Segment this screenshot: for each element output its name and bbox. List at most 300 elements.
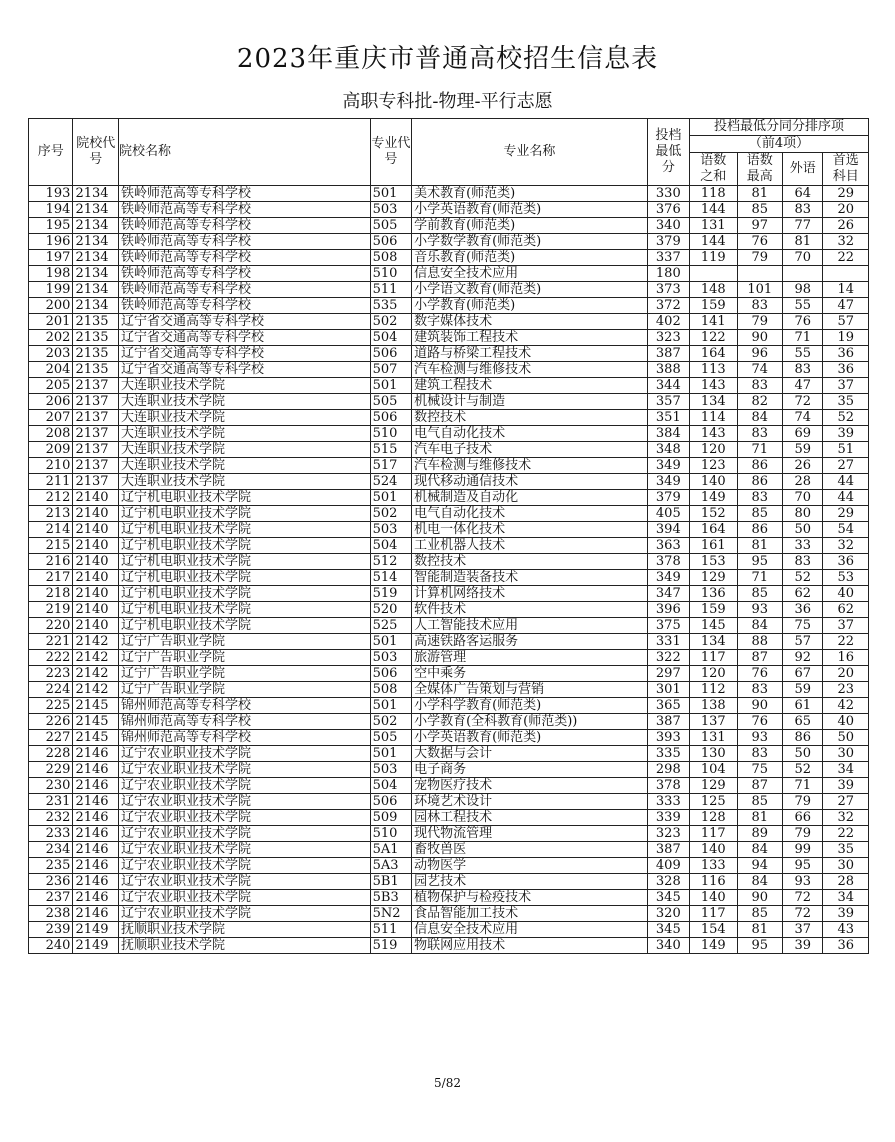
- cell-seq: 234: [29, 842, 73, 858]
- cell-first-subject: 40: [823, 714, 869, 730]
- cell-major-name: 小学数学教育(师范类): [412, 234, 648, 250]
- cell-school-name: 辽宁农业职业技术学院: [118, 778, 370, 794]
- cell-school-name: 辽宁机电职业技术学院: [118, 522, 370, 538]
- cell-yushu-max: 83: [737, 682, 782, 698]
- cell-seq: 213: [29, 506, 73, 522]
- cell-foreign: 92: [783, 650, 823, 666]
- cell-min-score: 323: [647, 330, 689, 346]
- cell-min-score: 347: [647, 586, 689, 602]
- cell-major-code: 507: [370, 362, 411, 378]
- cell-min-score: 379: [647, 234, 689, 250]
- page-subtitle: 高职专科批-物理-平行志愿: [342, 91, 553, 112]
- cell-foreign: 69: [783, 426, 823, 442]
- table-row: [29, 634, 869, 650]
- table-row: [29, 298, 869, 314]
- cell-min-score: 378: [647, 778, 689, 794]
- cell-yushu-max: 85: [737, 586, 782, 602]
- cell-first-subject: 52: [823, 410, 869, 426]
- cell-yushu-max: 95: [737, 554, 782, 570]
- cell-first-subject: 50: [823, 730, 869, 746]
- cell-major-name: 道路与桥梁工程技术: [412, 346, 648, 362]
- cell-yushu-sum: 130: [690, 746, 738, 762]
- cell-yushu-max: 96: [737, 346, 782, 362]
- cell-yushu-sum: 117: [690, 826, 738, 842]
- cell-school-code: 2140: [73, 506, 118, 522]
- cell-seq: 196: [29, 234, 73, 250]
- cell-school-name: 辽宁机电职业技术学院: [118, 586, 370, 602]
- cell-major-code: 520: [370, 602, 411, 618]
- cell-school-name: 辽宁农业职业技术学院: [118, 842, 370, 858]
- cell-major-name: 小学英语教育(师范类): [412, 202, 648, 218]
- cell-min-score: 376: [647, 202, 689, 218]
- cell-yushu-sum: 120: [690, 666, 738, 682]
- table-row: [29, 602, 869, 618]
- cell-seq: 212: [29, 490, 73, 506]
- table-row: [29, 714, 869, 730]
- table-row: [29, 794, 869, 810]
- cell-min-score: 330: [647, 186, 689, 202]
- cell-yushu-max: 83: [737, 298, 782, 314]
- cell-foreign: 28: [783, 474, 823, 490]
- cell-school-name: 辽宁农业职业技术学院: [118, 794, 370, 810]
- cell-yushu-max: 101: [737, 282, 782, 298]
- cell-first-subject: 30: [823, 746, 869, 762]
- cell-min-score: 331: [647, 634, 689, 650]
- cell-seq: 194: [29, 202, 73, 218]
- cell-school-name: 辽宁农业职业技术学院: [118, 762, 370, 778]
- cell-major-code: 504: [370, 330, 411, 346]
- cell-min-score: 297: [647, 666, 689, 682]
- cell-yushu-max: 76: [737, 234, 782, 250]
- cell-major-name: 音乐教育(师范类): [412, 250, 648, 266]
- cell-min-score: 378: [647, 554, 689, 570]
- cell-major-code: 506: [370, 666, 411, 682]
- cell-school-code: 2146: [73, 842, 118, 858]
- cell-major-code: 506: [370, 234, 411, 250]
- cell-school-name: 抚顺职业技术学院: [118, 938, 370, 954]
- cell-seq: 235: [29, 858, 73, 874]
- cell-school-name: 辽宁农业职业技术学院: [118, 810, 370, 826]
- cell-yushu-max: 75: [737, 762, 782, 778]
- cell-school-name: 大连职业技术学院: [118, 458, 370, 474]
- cell-school-name: 辽宁机电职业技术学院: [118, 554, 370, 570]
- admission-table: [28, 118, 869, 954]
- cell-first-subject: 23: [823, 682, 869, 698]
- cell-major-name: 数控技术: [412, 554, 648, 570]
- cell-school-name: 铁岭师范高等专科学校: [118, 202, 370, 218]
- cell-seq: 209: [29, 442, 73, 458]
- cell-major-name: 智能制造装备技术: [412, 570, 648, 586]
- cell-first-subject: 37: [823, 378, 869, 394]
- cell-seq: 215: [29, 538, 73, 554]
- page-title: 2023年重庆市普通高校招生信息表: [236, 44, 659, 74]
- cell-first-subject: 53: [823, 570, 869, 586]
- cell-yushu-max: 87: [737, 778, 782, 794]
- cell-min-score: 340: [647, 218, 689, 234]
- cell-first-subject: 54: [823, 522, 869, 538]
- cell-foreign: 50: [783, 746, 823, 762]
- cell-foreign: 57: [783, 634, 823, 650]
- cell-seq: 224: [29, 682, 73, 698]
- cell-yushu-max: 81: [737, 810, 782, 826]
- cell-major-code: 517: [370, 458, 411, 474]
- cell-seq: 220: [29, 618, 73, 634]
- cell-school-name: 辽宁广告职业学院: [118, 682, 370, 698]
- cell-school-name: 大连职业技术学院: [118, 410, 370, 426]
- table-row: [29, 730, 869, 746]
- cell-yushu-sum: 129: [690, 778, 738, 794]
- cell-foreign: 26: [783, 458, 823, 474]
- cell-first-subject: 29: [823, 186, 869, 202]
- cell-school-code: 2140: [73, 570, 118, 586]
- cell-major-name: 园艺技术: [412, 874, 648, 890]
- table-row: [29, 650, 869, 666]
- header-min-score: 投档最低分: [647, 119, 689, 186]
- cell-major-code: 510: [370, 266, 411, 282]
- cell-major-name: 电子商务: [412, 762, 648, 778]
- table-row: [29, 314, 869, 330]
- cell-yushu-sum: 143: [690, 378, 738, 394]
- cell-school-name: 铁岭师范高等专科学校: [118, 234, 370, 250]
- cell-first-subject: 27: [823, 794, 869, 810]
- cell-yushu-max: 86: [737, 474, 782, 490]
- cell-first-subject: 39: [823, 906, 869, 922]
- cell-major-name: 机械设计与制造: [412, 394, 648, 410]
- cell-min-score: 349: [647, 474, 689, 490]
- cell-foreign: 70: [783, 490, 823, 506]
- cell-major-name: 电气自动化技术: [412, 426, 648, 442]
- cell-school-code: 2134: [73, 282, 118, 298]
- cell-school-code: 2134: [73, 218, 118, 234]
- cell-yushu-sum: 136: [690, 586, 738, 602]
- cell-min-score: 349: [647, 570, 689, 586]
- cell-major-code: 515: [370, 442, 411, 458]
- cell-school-code: 2145: [73, 730, 118, 746]
- cell-min-score: 387: [647, 346, 689, 362]
- cell-school-code: 2137: [73, 410, 118, 426]
- cell-yushu-sum: 145: [690, 618, 738, 634]
- cell-first-subject: 26: [823, 218, 869, 234]
- cell-school-name: 大连职业技术学院: [118, 378, 370, 394]
- cell-yushu-sum: 120: [690, 442, 738, 458]
- cell-school-name: 大连职业技术学院: [118, 426, 370, 442]
- cell-seq: 203: [29, 346, 73, 362]
- cell-school-name: 大连职业技术学院: [118, 394, 370, 410]
- table-row: [29, 266, 869, 282]
- cell-school-code: 2149: [73, 922, 118, 938]
- header-first-subject: 首选科目: [823, 153, 869, 186]
- cell-school-code: 2140: [73, 554, 118, 570]
- table-row: [29, 778, 869, 794]
- cell-first-subject: 14: [823, 282, 869, 298]
- cell-school-code: 2146: [73, 890, 118, 906]
- cell-major-code: 501: [370, 746, 411, 762]
- cell-major-name: 计算机网络技术: [412, 586, 648, 602]
- cell-school-name: 辽宁广告职业学院: [118, 666, 370, 682]
- cell-major-name: 物联网应用技术: [412, 938, 648, 954]
- cell-yushu-max: 79: [737, 314, 782, 330]
- cell-foreign: 86: [783, 730, 823, 746]
- cell-first-subject: 20: [823, 666, 869, 682]
- cell-major-name: 小学教育(师范类): [412, 298, 648, 314]
- cell-major-name: 现代移动通信技术: [412, 474, 648, 490]
- cell-foreign: 66: [783, 810, 823, 826]
- cell-school-code: 2142: [73, 666, 118, 682]
- cell-seq: 202: [29, 330, 73, 346]
- cell-school-name: 抚顺职业技术学院: [118, 922, 370, 938]
- cell-seq: 222: [29, 650, 73, 666]
- cell-foreign: 59: [783, 682, 823, 698]
- cell-school-name: 辽宁农业职业技术学院: [118, 746, 370, 762]
- cell-min-score: 340: [647, 938, 689, 954]
- cell-seq: 195: [29, 218, 73, 234]
- cell-foreign: 39: [783, 938, 823, 954]
- cell-yushu-sum: 153: [690, 554, 738, 570]
- cell-major-code: 511: [370, 922, 411, 938]
- table-row: [29, 186, 869, 202]
- cell-first-subject: 22: [823, 250, 869, 266]
- cell-yushu-max: 84: [737, 618, 782, 634]
- cell-foreign: 52: [783, 570, 823, 586]
- cell-school-name: 锦州师范高等专科学校: [118, 698, 370, 714]
- cell-school-code: 2134: [73, 266, 118, 282]
- cell-yushu-sum: 138: [690, 698, 738, 714]
- cell-seq: 214: [29, 522, 73, 538]
- cell-yushu-sum: 117: [690, 906, 738, 922]
- cell-seq: 230: [29, 778, 73, 794]
- cell-major-code: 510: [370, 426, 411, 442]
- cell-seq: 233: [29, 826, 73, 842]
- cell-min-score: 402: [647, 314, 689, 330]
- cell-seq: 229: [29, 762, 73, 778]
- table-body: [29, 186, 869, 954]
- cell-yushu-max: 82: [737, 394, 782, 410]
- cell-school-name: 辽宁省交通高等专科学校: [118, 330, 370, 346]
- cell-major-name: 小学科学教育(师范类): [412, 698, 648, 714]
- cell-first-subject: 44: [823, 490, 869, 506]
- cell-first-subject: 36: [823, 554, 869, 570]
- cell-school-code: 2140: [73, 538, 118, 554]
- cell-major-name: 植物保护与检疫技术: [412, 890, 648, 906]
- header-major-name: 专业名称: [412, 119, 648, 186]
- table-row: [29, 922, 869, 938]
- cell-foreign: 61: [783, 698, 823, 714]
- cell-major-name: 信息安全技术应用: [412, 266, 648, 282]
- cell-first-subject: 36: [823, 938, 869, 954]
- cell-school-name: 辽宁广告职业学院: [118, 634, 370, 650]
- cell-yushu-max: 79: [737, 250, 782, 266]
- table-row: [29, 874, 869, 890]
- cell-school-code: 2146: [73, 826, 118, 842]
- cell-first-subject: 39: [823, 426, 869, 442]
- cell-min-score: 333: [647, 794, 689, 810]
- cell-yushu-sum: 134: [690, 634, 738, 650]
- cell-min-score: 373: [647, 282, 689, 298]
- cell-foreign: 70: [783, 250, 823, 266]
- cell-major-code: 5B3: [370, 890, 411, 906]
- cell-seq: 201: [29, 314, 73, 330]
- cell-school-name: 辽宁省交通高等专科学校: [118, 346, 370, 362]
- cell-yushu-sum: 123: [690, 458, 738, 474]
- cell-yushu-max: 85: [737, 506, 782, 522]
- cell-school-code: 2140: [73, 490, 118, 506]
- cell-seq: 240: [29, 938, 73, 954]
- cell-yushu-sum: 114: [690, 410, 738, 426]
- cell-yushu-max: 90: [737, 890, 782, 906]
- cell-yushu-max: 89: [737, 826, 782, 842]
- cell-major-name: 小学教育(全科教育(师范类)): [412, 714, 648, 730]
- cell-yushu-sum: 140: [690, 842, 738, 858]
- cell-school-code: 2135: [73, 330, 118, 346]
- cell-first-subject: 16: [823, 650, 869, 666]
- cell-first-subject: 62: [823, 602, 869, 618]
- cell-major-code: 502: [370, 714, 411, 730]
- cell-yushu-max: 76: [737, 666, 782, 682]
- cell-seq: 219: [29, 602, 73, 618]
- table-row: [29, 810, 869, 826]
- cell-foreign: 79: [783, 794, 823, 810]
- cell-yushu-max: 83: [737, 378, 782, 394]
- cell-foreign: 50: [783, 522, 823, 538]
- cell-yushu-sum: 112: [690, 682, 738, 698]
- cell-school-code: 2140: [73, 602, 118, 618]
- header-tiebreak-sub: （前4项）: [690, 136, 869, 153]
- cell-first-subject: 40: [823, 586, 869, 602]
- cell-school-code: 2146: [73, 874, 118, 890]
- cell-foreign: 71: [783, 778, 823, 794]
- header-tiebreak-group: 投档最低分同分排序项: [690, 119, 869, 136]
- cell-seq: 238: [29, 906, 73, 922]
- cell-yushu-sum: 140: [690, 474, 738, 490]
- table-row: [29, 842, 869, 858]
- cell-first-subject: 19: [823, 330, 869, 346]
- cell-min-score: 351: [647, 410, 689, 426]
- cell-yushu-sum: 159: [690, 298, 738, 314]
- cell-yushu-sum: 149: [690, 490, 738, 506]
- cell-school-code: 2142: [73, 650, 118, 666]
- cell-major-code: 504: [370, 778, 411, 794]
- cell-major-name: 小学英语教育(师范类): [412, 730, 648, 746]
- cell-school-code: 2134: [73, 250, 118, 266]
- header-foreign: 外语: [783, 153, 823, 186]
- cell-yushu-sum: 113: [690, 362, 738, 378]
- cell-school-code: 2134: [73, 202, 118, 218]
- cell-seq: 237: [29, 890, 73, 906]
- cell-seq: 231: [29, 794, 73, 810]
- cell-school-name: 辽宁机电职业技术学院: [118, 490, 370, 506]
- cell-yushu-max: 85: [737, 202, 782, 218]
- table-row: [29, 346, 869, 362]
- table-row: [29, 250, 869, 266]
- cell-yushu-max: 83: [737, 426, 782, 442]
- cell-school-name: 铁岭师范高等专科学校: [118, 298, 370, 314]
- cell-school-code: 2137: [73, 378, 118, 394]
- cell-major-name: 现代物流管理: [412, 826, 648, 842]
- cell-seq: 232: [29, 810, 73, 826]
- cell-min-score: 328: [647, 874, 689, 890]
- cell-foreign: 64: [783, 186, 823, 202]
- cell-major-name: 建筑工程技术: [412, 378, 648, 394]
- cell-school-name: 辽宁机电职业技术学院: [118, 570, 370, 586]
- cell-first-subject: 20: [823, 202, 869, 218]
- cell-school-code: 2137: [73, 458, 118, 474]
- table-row: [29, 890, 869, 906]
- table-row: [29, 762, 869, 778]
- cell-first-subject: 22: [823, 634, 869, 650]
- cell-first-subject: 34: [823, 762, 869, 778]
- table-row: [29, 394, 869, 410]
- cell-min-score: 322: [647, 650, 689, 666]
- cell-school-name: 辽宁广告职业学院: [118, 650, 370, 666]
- cell-yushu-sum: 164: [690, 522, 738, 538]
- cell-major-code: 519: [370, 586, 411, 602]
- table-row: [29, 570, 869, 586]
- cell-major-name: 数字媒体技术: [412, 314, 648, 330]
- cell-major-code: 503: [370, 522, 411, 538]
- cell-yushu-sum: 144: [690, 202, 738, 218]
- cell-major-code: 505: [370, 394, 411, 410]
- cell-school-code: 2135: [73, 314, 118, 330]
- cell-school-code: 2146: [73, 906, 118, 922]
- cell-foreign: 62: [783, 586, 823, 602]
- cell-foreign: 59: [783, 442, 823, 458]
- cell-major-code: 506: [370, 794, 411, 810]
- cell-major-name: 大数据与会计: [412, 746, 648, 762]
- cell-yushu-max: 74: [737, 362, 782, 378]
- cell-yushu-sum: 131: [690, 730, 738, 746]
- cell-min-score: 387: [647, 714, 689, 730]
- cell-school-code: 2134: [73, 234, 118, 250]
- header-school-name: 院校名称: [118, 119, 370, 186]
- cell-yushu-max: 85: [737, 794, 782, 810]
- header-yushu-sum: 语数之和: [690, 153, 738, 186]
- cell-school-name: 铁岭师范高等专科学校: [118, 186, 370, 202]
- cell-yushu-sum: 134: [690, 394, 738, 410]
- cell-foreign: 76: [783, 314, 823, 330]
- table-row: [29, 442, 869, 458]
- cell-foreign: [783, 266, 823, 282]
- cell-yushu-max: 84: [737, 874, 782, 890]
- cell-first-subject: 32: [823, 538, 869, 554]
- table-row: [29, 410, 869, 426]
- cell-foreign: 81: [783, 234, 823, 250]
- cell-school-code: 2137: [73, 394, 118, 410]
- cell-min-score: 320: [647, 906, 689, 922]
- cell-school-name: 大连职业技术学院: [118, 474, 370, 490]
- cell-yushu-max: 84: [737, 842, 782, 858]
- cell-major-code: 501: [370, 698, 411, 714]
- cell-school-name: 辽宁机电职业技术学院: [118, 538, 370, 554]
- cell-seq: 204: [29, 362, 73, 378]
- cell-major-name: 全媒体广告策划与营销: [412, 682, 648, 698]
- cell-major-name: 动物医学: [412, 858, 648, 874]
- cell-first-subject: 39: [823, 778, 869, 794]
- cell-yushu-sum: 154: [690, 922, 738, 938]
- cell-foreign: 83: [783, 202, 823, 218]
- cell-foreign: 93: [783, 874, 823, 890]
- cell-yushu-sum: 161: [690, 538, 738, 554]
- cell-yushu-sum: 144: [690, 234, 738, 250]
- cell-school-name: 辽宁省交通高等专科学校: [118, 314, 370, 330]
- cell-yushu-max: 76: [737, 714, 782, 730]
- cell-yushu-max: [737, 266, 782, 282]
- cell-major-code: 502: [370, 506, 411, 522]
- cell-major-name: 电气自动化技术: [412, 506, 648, 522]
- cell-first-subject: 29: [823, 506, 869, 522]
- cell-school-code: 2146: [73, 762, 118, 778]
- cell-major-name: 小学语文教育(师范类): [412, 282, 648, 298]
- cell-min-score: 394: [647, 522, 689, 538]
